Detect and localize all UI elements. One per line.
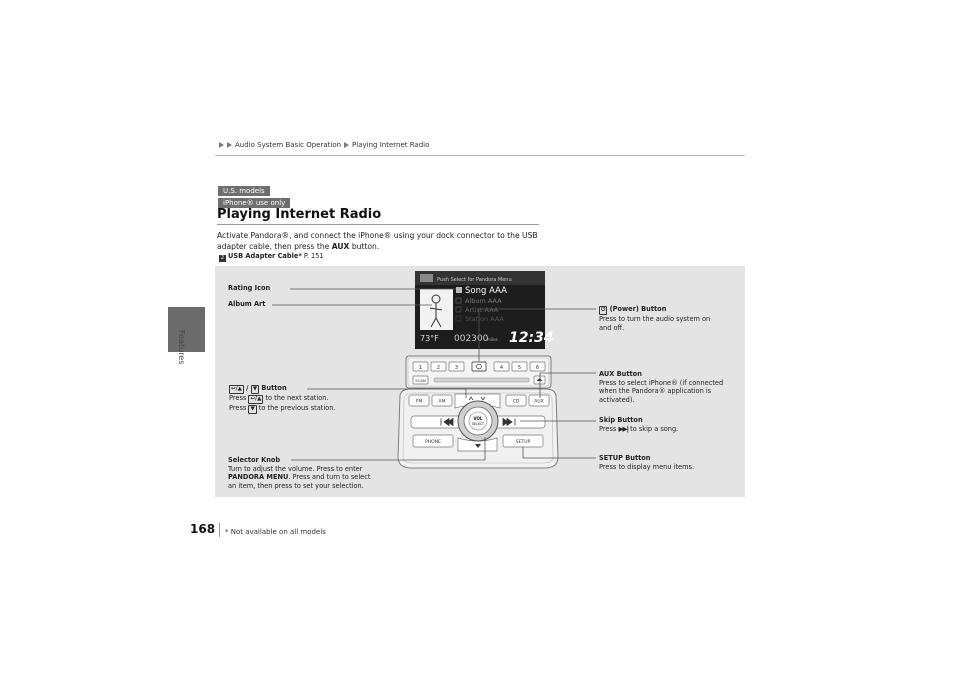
power-button-callout: ⏻ (Power) Button Press to turn the audio system on and off.	[599, 305, 711, 332]
cross-reference[interactable]: 2 USB Adapter Cable* P. 151	[220, 252, 324, 261]
svg-text:4: 4	[499, 365, 504, 371]
svg-text:AUX: AUX	[534, 399, 544, 405]
page-number: 168	[190, 522, 216, 536]
skip-button-callout: Skip Button Press ▶▶| to skip a song.	[599, 416, 679, 433]
cd-slot	[434, 378, 529, 382]
svg-text:1: 1	[418, 365, 423, 371]
display-odometer: 002300	[454, 334, 489, 344]
svg-text:SELECT: SELECT	[472, 422, 484, 426]
thumbs-up-icon: ↩/▲	[231, 386, 242, 392]
thumbs-rating-icon	[456, 287, 462, 293]
svg-text:5: 5	[517, 365, 522, 371]
section-label: Features	[177, 330, 186, 365]
footnote: * Not available on all models	[225, 528, 326, 536]
audio-faceplate	[398, 356, 558, 468]
display-odometer-unit: miles	[487, 337, 498, 342]
reference-arrow-icon: 2	[220, 255, 225, 261]
footer-divider	[219, 523, 220, 537]
selector-knob-callout: Selector Knob Turn to adjust the volume. Press to enter PANDORA MENU. Press and turn to select an item, then press to set your selection.	[228, 456, 371, 490]
setup-button-callout: SETUP Button Press to display menu items.	[599, 454, 695, 471]
display-artist: Artist AAA	[465, 306, 499, 314]
svg-text:PHONE: PHONE	[425, 440, 441, 445]
display-album: Album AAA	[465, 297, 502, 305]
display-song: Song AAA	[465, 286, 507, 296]
breadcrumb-current[interactable]: Playing Internet Radio	[352, 141, 430, 149]
thumbs-button-callout: ↩/▲ / ▼ Button Press ↩/▲ to the next station. Press ▼ to the previous station.	[229, 384, 336, 412]
svg-text:CD: CD	[512, 399, 520, 405]
rating-icon-label: Rating Icon	[228, 284, 271, 292]
iphone-tag: iPhone® use only	[218, 198, 290, 208]
svg-text:3: 3	[454, 365, 459, 371]
svg-text:VOL: VOL	[473, 416, 483, 421]
page-title: Playing Internet Radio	[217, 207, 382, 222]
skip-icon: ▶▶|	[618, 424, 629, 433]
display-station: Station AAA	[465, 315, 504, 323]
thumbs-down-icon: ▼	[250, 406, 255, 412]
svg-text:2: 2	[436, 365, 441, 371]
display-clock: 12:34	[509, 330, 554, 346]
display-temperature: 73°F	[420, 334, 439, 343]
audio-display-screen	[415, 271, 554, 349]
aux-button-callout: AUX Button Press to select iPhone® (if connected when the Pandora® application is activated).	[599, 370, 724, 404]
power-button[interactable]	[472, 362, 486, 371]
album-art-label: Album Art	[228, 300, 266, 308]
intro-paragraph: Activate Pandora®, and connect the iPhone® using your dock connector to the USB adapter cable, then press the AUX button.	[217, 231, 538, 251]
svg-text:FM: FM	[415, 399, 423, 405]
power-icon: ⏻	[601, 307, 606, 313]
models-tag: U.S. models	[218, 186, 270, 196]
display-header: Push Select for Pandora Menu	[437, 277, 512, 283]
svg-text:SCAN: SCAN	[415, 378, 426, 383]
svg-text:SETUP: SETUP	[515, 440, 531, 445]
breadcrumb-link[interactable]: Audio System Basic Operation	[235, 141, 342, 149]
pandora-logo-icon	[420, 274, 433, 282]
thumbs-down-icon: ▼	[252, 386, 258, 392]
svg-text:AM: AM	[438, 399, 446, 405]
svg-text:6: 6	[535, 365, 540, 371]
thumbs-up-icon: ↩/▲	[250, 396, 262, 402]
